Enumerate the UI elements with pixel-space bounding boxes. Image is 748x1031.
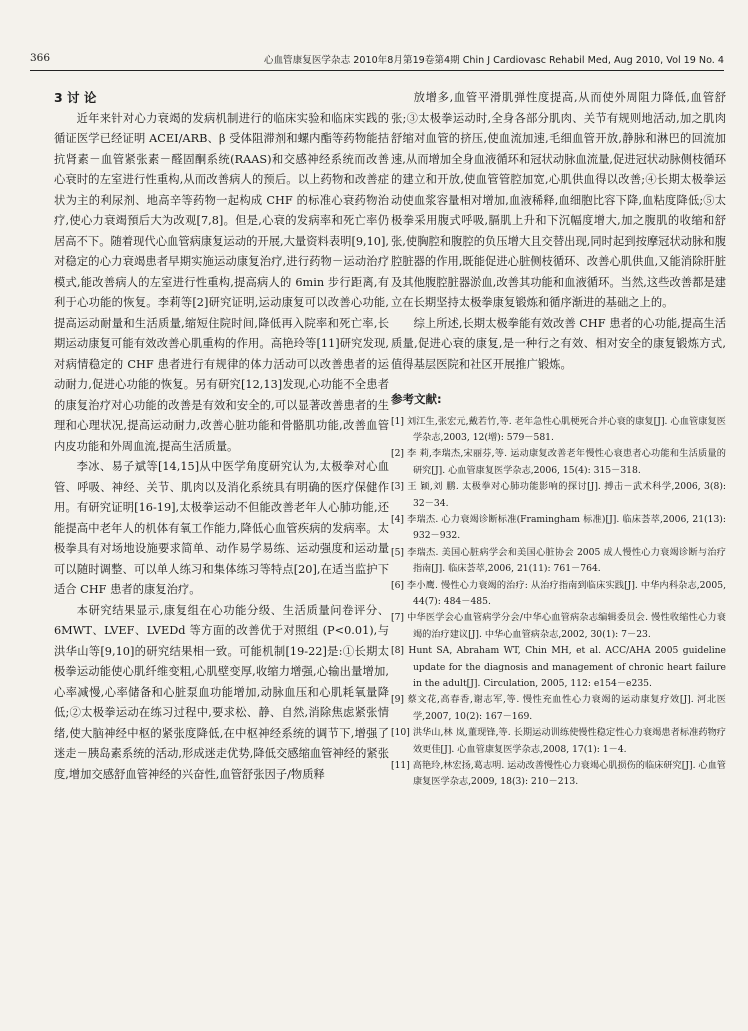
paragraph-1: 近年来针对心力衰竭的发病机制进行的临床实验和临床实践的循证医学已经证明 ACEI/ARB、β 受体阻滞剂和螺内酯等药物能拮抗肾素－血管紧张素－醛固酮系统(RAAS)和交感神经系统而改善心衰时的左室进行性重构,从而改善病人的预后。以上药物和改善症状为主的利尿剂、地高辛等药物一起构成 CHF 的标准心衰药物治疗,使心力衰竭預后大为改观[7,8]。但是,心衰的发病率和死亡率仍居高不下。随着现代心血管病康复运动的开展,大量资料表明[9,10],对稳定的心力衰竭患者早期实施运动康复治疗,进行药物－运动治疗模式,能改善病人的左室进行性重构,提高病人的 6min 步行距离,有利于心功能的恢复。李莉等[2]研究证明,运动康复可以改善心功能,提高运动耐量和生活质量,缩短住院时间,降低再入院率和死亡率,长期运动康复可能有效改善心肌重构的作用。高艳玲等[11]研究发现,对病情稳定的 CHF 患者进行有规律的体力活动可以改善患者的运动耐力,促进心功能的恢复。另有研究[12,13]发现,心功能不全患者的康复治疗对心功能的改善是有效和安全的,可以显著改善患者的生理和心理状况,提高运动耐力,改善心脏功能和骨骼肌功能,改善血管内皮功能和外周血流,提高生活质量。 (54, 111, 389, 453)
reference-item: [9] 蔡文花,高春香,谢志军,等. 慢性充血性心力衰竭的运动康复疗效[J]. 河北医学,2007, 10(2): 167－169. (391, 694, 726, 722)
paragraph-4: 放增多,血管平滑肌弹性度提高,从而使外周阻力降低,血管舒张;③太极拳运动时,全身各部分肌肉、关节有规则地活动,加之肌肉舒缩对血管的挤压,使血流加速,毛细血管开放,静脉和淋巴的回流加速,从而增加全身血液循环和冠状动脉血流量,促进冠状动脉侧枝循环的建立和开放,使血管管腔加宽,心肌供血得以改善;④长期太极拳运动使血浆容量相对增加,血液稀释,血细胞比容下降,血粘度降低;⑤太极拳采用腹式呼吸,膈肌上升和下沉幅度增大,加之腹肌的收缩和舒张,使胸腔和腹腔的负压增大且交替出现,同时起到按摩冠状动脉和腹腔脏器的作用,既能促进心脏侧枝循环、改善心肌供血,又能消除肝脏及其他腹腔脏器淤血,改善其功能和血液循环。当然,这些改善都是建立在长期坚持太极拳康复锻炼和循序渐进的基础之上的。 (391, 91, 726, 309)
reference-item: [11] 高艳玲,林宏扬,葛志明. 运动改善慢性心力衰竭心肌损伤的临床研究[J]. 心血管康复医学杂志,2009, 18(3): 210－213. (391, 760, 726, 788)
paragraph-3: 本研究结果显示,康复组在心功能分级、生活质量问卷评分、6MWT、LVEF、LVEDd 等方面的改善优于对照组 (P<0.01),与洪华山等[9,10]的研究结果相一致。可能机制[19-22]是:①长期太极拳运动能使心肌纤维变粗,心肌壁变厚,收缩力增强,心输出量增加,心率减慢,心率储备和心脏泵血功能增加,动脉血压和心肌耗氧量降低;②太极拳运动在练习过程中,要求松、静、自然,消除焦虑紧张情绪,使大脑神经中枢的紧张度降低,在中枢神经系统的调节下,增强了迷走－胰岛素系统的活动,形成迷走优势,降低交感缩血管神经的紧张度,增加交感舒血管神经的兴奋性,血管舒张因子/物质释 (54, 603, 389, 781)
paragraph-5: 综上所述,长期太极拳能有效改善 CHF 患者的心功能,提高生活质量,促进心衰的康复,是一种行之有效、相对安全的康复锻炼方式,值得基层医院和社区开展推广锻炼。 (391, 316, 726, 371)
page-number: 366 (30, 52, 51, 64)
reference-item: [10] 洪华山,林 岚,董现锋,等. 长期运动训练使慢性稳定性心力衰竭患者标准药物疗效更佳[J]. 心血管康复医学杂志,2008, 17(1): 1－4. (391, 727, 726, 755)
reference-item: [6] 李小鹰. 慢性心力衰竭的治疗: 从治疗指南到临床实践[J]. 中华内科杂志,2005, 44(7): 484－485. (391, 579, 726, 607)
reference-item: [4] 李瑞杰. 心力衰竭诊断标准(Framingham 标准)[J]. 临床荟萃,2006, 21(13): 932－932. (391, 513, 726, 542)
section-title: 3 讨 论 (54, 90, 97, 105)
reference-item: [5] 李瑞杰. 美国心脏病学会和美国心脏协会 2005 成人慢性心力衰竭诊断与治疗指南[J]. 临床荟萃,2006, 21(11): 761－764. (391, 546, 726, 575)
references-title: 参考文献: (391, 392, 442, 406)
reference-item: [1] 刘江生,张宏元,戴若竹,等. 老年急性心肌梗死合并心衰的康复[J]. 心血管康复医学杂志,2003, 12(增): 579－581. (391, 415, 726, 443)
right-column (391, 88, 726, 791)
running-header (30, 52, 724, 70)
header-rule (30, 70, 724, 71)
reference-item: [3] 王 颖,刘 鹏. 太极拳对心肺功能影响的探讨[J]. 搏击－武术科学,2006, 3(8): 32－34. (391, 481, 726, 509)
reference-item: [8] Hunt SA, Abraham WT, Chin MH, et al. ACC/AHA 2005 guideline update for the diagnosis and management of chronic heart failure in the adult[J]. Circulation, 2005, 112: e154－e235. (391, 645, 726, 689)
paragraph-2: 李冰、易子斌等[14,15]从中医学角度研究认为,太极拳对心血管、呼吸、神经、关节、肌肉以及消化系统具有明确的医疗保健作用。有研究证明[16-19],太极拳运动不但能改善老年人心肺功能,还能提高中老年人的机体有氧工作能力,降低心血管疾病的发病率。太极拳具有对场地设施要求简单、动作易学易练、运动强度和运动量可以随时调整、可以单人练习和集体练习等特点[20],在适当监护下适合 CHF 患者的康复治疗。 (54, 460, 389, 596)
reference-item: [2] 李 莉,李瑞杰,宋丽芬,等. 运动康复改善老年慢性心衰患者心功能和生活质量的研究[J]. 心血管康复医学杂志,2006, 15(4): 315－318. (391, 448, 726, 476)
left-column (54, 88, 389, 785)
journal-citation: 心血管康复医学杂志 2010年8月第19卷第4期 Chin J Cardiovasc Rehabil Med, Aug 2010, Vol 19 No. 4 (263, 55, 724, 66)
reference-item: [7] 中华医学会心血管病学分会/中华心血管病杂志编辑委员会. 慢性收缩性心力衰竭的治疗建议[J]. 中华心血管病杂志,2002, 30(1): 7－23. (391, 612, 726, 640)
reference-list (391, 414, 726, 791)
